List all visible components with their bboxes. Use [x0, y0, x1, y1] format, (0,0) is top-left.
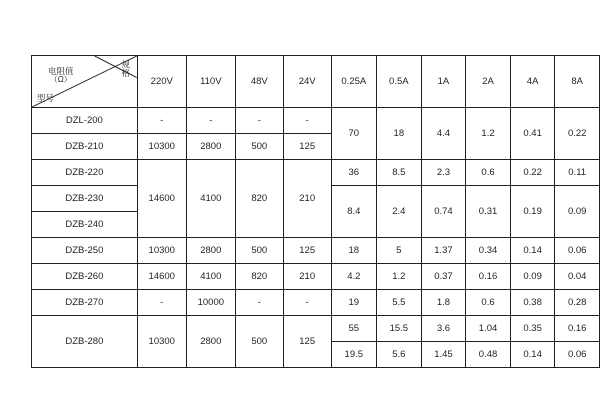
cell-current: 15.5: [376, 316, 421, 342]
cell-voltage: -: [137, 108, 186, 134]
cell-voltage: 10300: [137, 238, 186, 264]
resistance-spec-table: [31, 55, 600, 368]
cell-voltage: -: [283, 108, 331, 134]
cell-current: 3.6: [421, 316, 466, 342]
cell-current: 2.3: [421, 160, 466, 186]
header-current-3: 2A: [466, 56, 511, 108]
cell-voltage: 125: [283, 238, 331, 264]
cell-current: 0.06: [555, 342, 600, 368]
cell-current: 0.48: [466, 342, 511, 368]
cell-model: DZB-280: [32, 316, 138, 368]
cell-voltage: -: [235, 290, 283, 316]
cell-model: DZB-210: [32, 134, 138, 160]
header-voltage-2: 48V: [235, 56, 283, 108]
cell-voltage: 2800: [186, 238, 235, 264]
table-row: [32, 108, 600, 134]
corner-header-cell: [32, 56, 138, 108]
cell-current: 0.41: [510, 108, 555, 160]
cell-model: DZB-270: [32, 290, 138, 316]
cell-current: 18: [376, 108, 421, 160]
cell-current: 5.6: [376, 342, 421, 368]
cell-voltage: 2800: [186, 316, 235, 368]
cell-voltage: 14600: [137, 264, 186, 290]
header-voltage-0: 220V: [137, 56, 186, 108]
cell-current: 36: [331, 160, 376, 186]
cell-voltage: -: [137, 290, 186, 316]
cell-current: 1.2: [466, 108, 511, 160]
cell-current: 0.14: [510, 238, 555, 264]
cell-voltage: -: [235, 108, 283, 134]
cell-current: 0.22: [510, 160, 555, 186]
cell-voltage: 820: [235, 264, 283, 290]
table-row: [32, 316, 600, 342]
cell-current: 1.37: [421, 238, 466, 264]
table-header-row: [32, 56, 600, 108]
cell-current: 0.38: [510, 290, 555, 316]
cell-voltage: 10300: [137, 316, 186, 368]
cell-current: 0.06: [555, 238, 600, 264]
cell-current: 4.2: [331, 264, 376, 290]
cell-current: 0.34: [466, 238, 511, 264]
table-row: [32, 290, 600, 316]
cell-voltage: 4100: [186, 160, 235, 238]
cell-voltage: 10000: [186, 290, 235, 316]
cell-model: DZB-250: [32, 238, 138, 264]
cell-voltage: 210: [283, 264, 331, 290]
header-current-1: 0.5A: [376, 56, 421, 108]
header-voltage-3: 24V: [283, 56, 331, 108]
cell-current: 0.35: [510, 316, 555, 342]
cell-current: 0.74: [421, 186, 466, 238]
header-voltage-1: 110V: [186, 56, 235, 108]
cell-current: 0.09: [510, 264, 555, 290]
cell-current: 0.6: [466, 160, 511, 186]
cell-voltage: 125: [283, 134, 331, 160]
corner-label-resistance: [48, 67, 74, 84]
cell-current: 8.4: [331, 186, 376, 238]
cell-model: DZB-220: [32, 160, 138, 186]
cell-current: 19: [331, 290, 376, 316]
cell-current: 0.6: [466, 290, 511, 316]
cell-current: 0.28: [555, 290, 600, 316]
cell-current: 55: [331, 316, 376, 342]
cell-voltage: 820: [235, 160, 283, 238]
cell-current: 0.04: [555, 264, 600, 290]
header-current-5: 8A: [555, 56, 600, 108]
cell-voltage: 125: [283, 316, 331, 368]
cell-current: 5.5: [376, 290, 421, 316]
header-current-0: 0.25A: [331, 56, 376, 108]
cell-current: 1.04: [466, 316, 511, 342]
cell-current: 19.5: [331, 342, 376, 368]
cell-current: 0.09: [555, 186, 600, 238]
cell-current: 0.37: [421, 264, 466, 290]
cell-model: DZB-260: [32, 264, 138, 290]
cell-voltage: 14600: [137, 160, 186, 238]
header-current-4: 4A: [510, 56, 555, 108]
header-current-2: 1A: [421, 56, 466, 108]
cell-model: DZB-240: [32, 212, 138, 238]
cell-current: 5: [376, 238, 421, 264]
cell-current: 18: [331, 238, 376, 264]
table-row: [32, 238, 600, 264]
cell-current: 2.4: [376, 186, 421, 238]
cell-current: 70: [331, 108, 376, 160]
cell-current: 0.19: [510, 186, 555, 238]
cell-voltage: 4100: [186, 264, 235, 290]
cell-current: 8.5: [376, 160, 421, 186]
cell-current: 0.31: [466, 186, 511, 238]
corner-label-spec: 规格: [120, 60, 131, 77]
cell-voltage: 10300: [137, 134, 186, 160]
corner-label-resistance-text: 电阻值: [48, 66, 74, 76]
cell-voltage: 500: [235, 238, 283, 264]
cell-model: DZL-200: [32, 108, 138, 134]
table-row: [32, 264, 600, 290]
cell-current: 0.16: [466, 264, 511, 290]
cell-voltage: -: [283, 290, 331, 316]
cell-current: 1.2: [376, 264, 421, 290]
cell-voltage: 500: [235, 316, 283, 368]
cell-model: DZB-230: [32, 186, 138, 212]
cell-current: 0.14: [510, 342, 555, 368]
cell-voltage: 500: [235, 134, 283, 160]
cell-current: 0.16: [555, 316, 600, 342]
cell-current: 0.22: [555, 108, 600, 160]
corner-label-model: 型号: [37, 93, 55, 104]
cell-current: 4.4: [421, 108, 466, 160]
cell-voltage: -: [186, 108, 235, 134]
cell-voltage: 2800: [186, 134, 235, 160]
cell-current: 1.8: [421, 290, 466, 316]
table-row: [32, 160, 600, 186]
cell-current: 1.45: [421, 342, 466, 368]
cell-current: 0.11: [555, 160, 600, 186]
corner-label-resistance-unit: （Ω）: [49, 74, 72, 84]
cell-voltage: 210: [283, 160, 331, 238]
